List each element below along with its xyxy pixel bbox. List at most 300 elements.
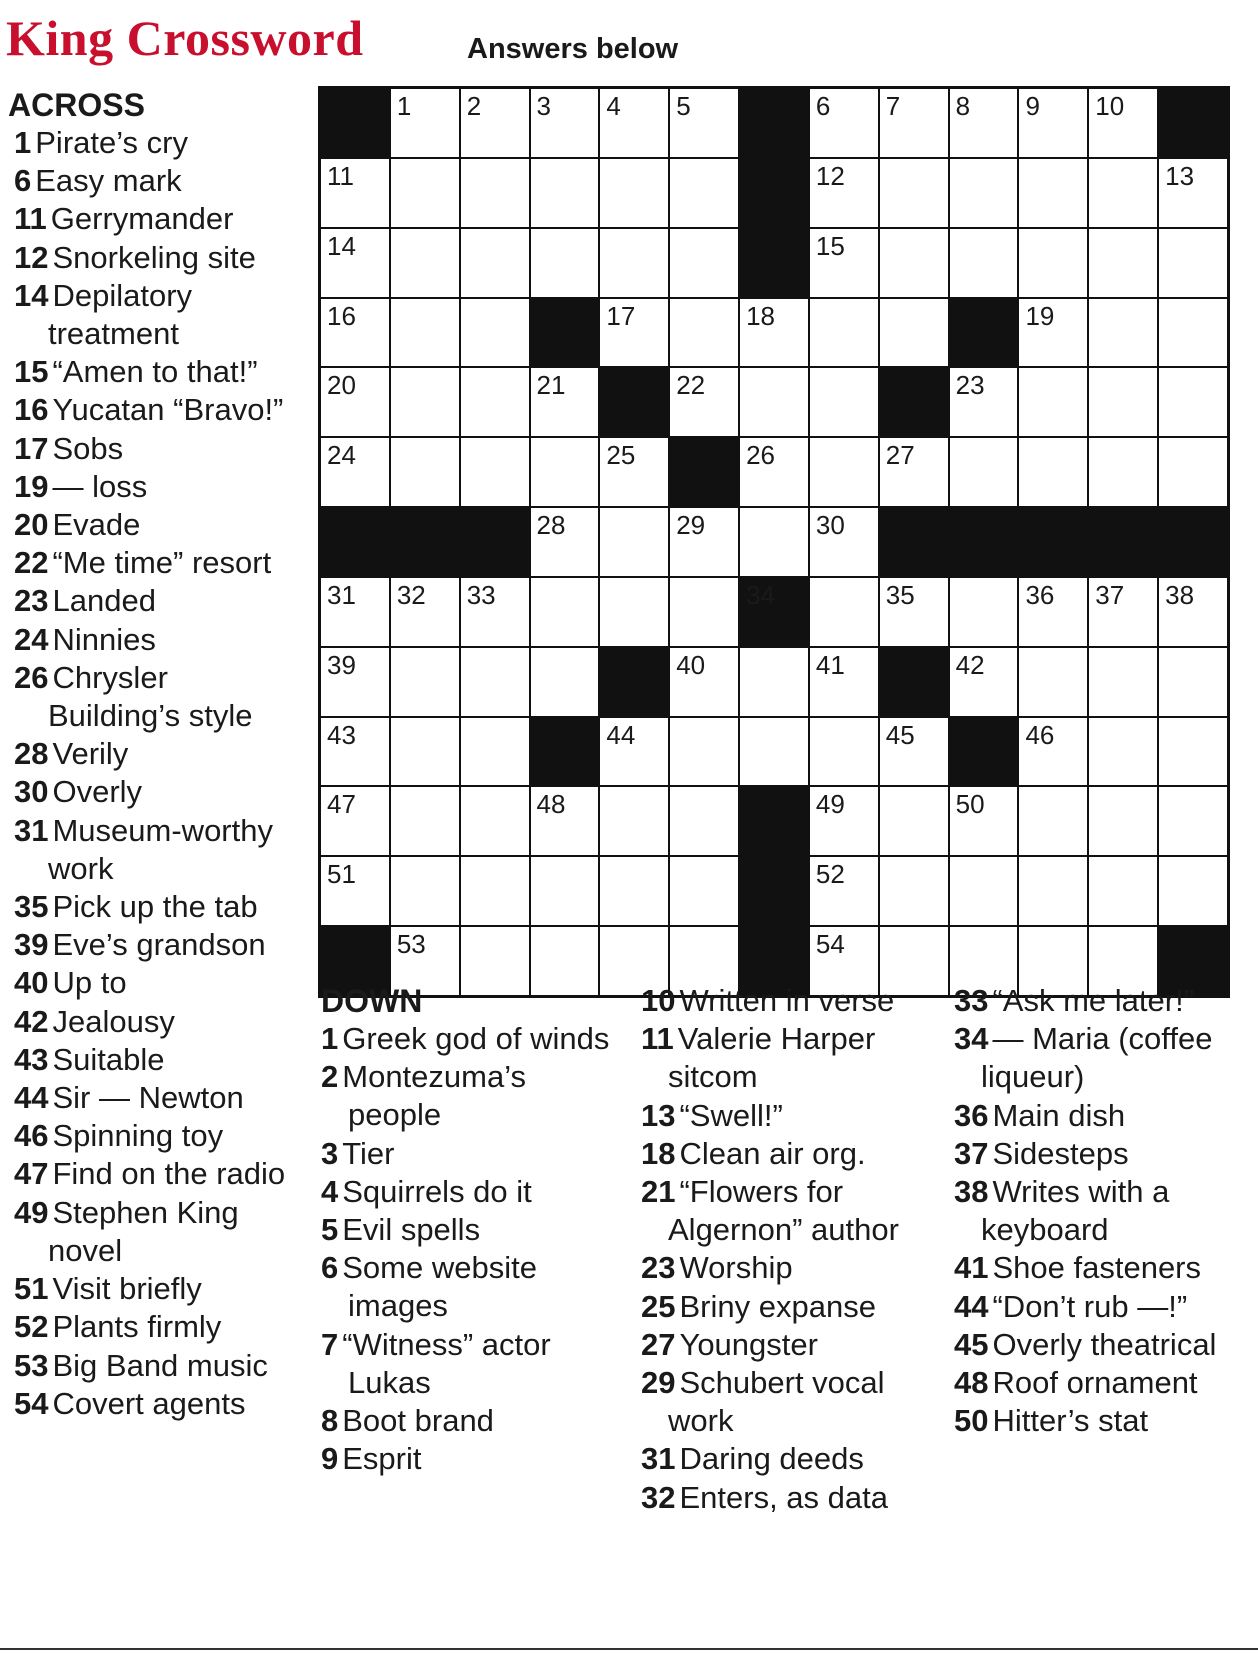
- clue-item: [14, 200, 298, 238]
- grid-cell[interactable]: [531, 648, 599, 716]
- clue-item: [641, 1097, 941, 1135]
- grid-cell[interactable]: [1159, 159, 1227, 227]
- black-square: [880, 648, 948, 716]
- grid-cell[interactable]: [1089, 368, 1157, 436]
- cell-number: 39: [327, 649, 356, 680]
- grid-cell[interactable]: [740, 648, 808, 716]
- clue-text: Jealousy: [52, 1003, 175, 1039]
- grid-cell[interactable]: [600, 299, 668, 367]
- clue-item: [641, 1135, 941, 1173]
- grid-cell[interactable]: [531, 857, 599, 925]
- grid-cell[interactable]: [880, 229, 948, 297]
- clue-number: 11: [14, 201, 47, 237]
- grid-cell[interactable]: [461, 857, 529, 925]
- grid-cell[interactable]: [810, 508, 878, 576]
- cell-number: 40: [676, 649, 706, 680]
- clue-item: [954, 1135, 1254, 1173]
- clue-item: [14, 1308, 298, 1346]
- grid-cell[interactable]: [950, 578, 1018, 646]
- clue-item: [641, 982, 941, 1020]
- clue-text: Tier: [342, 1135, 395, 1171]
- clue-item: [14, 1117, 298, 1155]
- grid-cell[interactable]: [880, 787, 948, 855]
- clue-text: “Ask me later!”: [992, 983, 1195, 1018]
- grid-cell[interactable]: [1019, 438, 1087, 506]
- cell-number: 53: [396, 929, 426, 960]
- black-square: [740, 787, 808, 855]
- grid-cell[interactable]: [810, 578, 878, 646]
- grid-cell[interactable]: [391, 299, 459, 367]
- grid-cell[interactable]: [391, 438, 459, 506]
- clue-number: 31: [641, 1441, 676, 1477]
- cell-number: 28: [536, 510, 566, 541]
- grid-cell[interactable]: [531, 578, 599, 646]
- grid-cell[interactable]: [880, 89, 948, 157]
- clue-text: Find on the radio: [52, 1156, 286, 1192]
- clue-item: [14, 964, 298, 1002]
- down-heading-wrap: [321, 982, 422, 1020]
- grid-cell[interactable]: [391, 159, 459, 227]
- grid-cell[interactable]: [321, 857, 389, 925]
- grid-cell[interactable]: [461, 159, 529, 227]
- grid-cell[interactable]: [810, 857, 878, 925]
- cell-number: 37: [1095, 579, 1125, 610]
- clue-number: 5: [321, 1212, 339, 1248]
- grid-cell[interactable]: [1159, 229, 1227, 297]
- grid-cell[interactable]: [1159, 648, 1227, 716]
- clue-text: Montezuma’s people: [342, 1059, 527, 1133]
- grid-cell[interactable]: [1089, 438, 1157, 506]
- clue-text: — Maria (coffee liqueur): [981, 1021, 1213, 1095]
- cell-number: 27: [885, 440, 915, 471]
- clue-number: 33: [954, 983, 989, 1018]
- cell-number: 41: [815, 649, 845, 680]
- cell-number: 52: [815, 859, 845, 890]
- grid-cell[interactable]: [461, 578, 529, 646]
- grid-cell[interactable]: [670, 648, 738, 716]
- grid-cell[interactable]: [670, 368, 738, 436]
- clue-item: [14, 1079, 298, 1117]
- grid-cell[interactable]: [1089, 648, 1157, 716]
- grid-cell[interactable]: [670, 718, 738, 786]
- grid-cell[interactable]: [740, 438, 808, 506]
- cell-number: 7: [885, 91, 901, 121]
- grid-cell[interactable]: [461, 368, 529, 436]
- clue-number: 24: [14, 621, 49, 657]
- grid-cell[interactable]: [880, 857, 948, 925]
- clue-text: Boot brand: [342, 1403, 494, 1439]
- grid-cell[interactable]: [1089, 229, 1157, 297]
- grid-cell[interactable]: [1019, 787, 1087, 855]
- clue-item: [954, 1364, 1254, 1402]
- clue-number: 41: [954, 1250, 989, 1286]
- cell-number: 15: [815, 230, 845, 261]
- clue-text: Daring deeds: [679, 1441, 864, 1477]
- black-square: [461, 508, 529, 576]
- clue-number: 18: [641, 1135, 676, 1171]
- grid-cell[interactable]: [321, 438, 389, 506]
- grid-cell[interactable]: [810, 299, 878, 367]
- grid-cell[interactable]: [1159, 299, 1227, 367]
- cell-number: 4: [606, 91, 621, 121]
- cell-number: 5: [676, 91, 691, 121]
- clue-text: Squirrels do it: [342, 1173, 532, 1209]
- grid-cell[interactable]: [880, 438, 948, 506]
- clue-number: 30: [14, 774, 49, 810]
- grid-cell[interactable]: [1019, 578, 1087, 646]
- grid-cell[interactable]: [1019, 229, 1087, 297]
- grid-cell[interactable]: [950, 89, 1018, 157]
- clue-item: [14, 1270, 298, 1308]
- clue-text: Briny expanse: [679, 1288, 876, 1324]
- clue-item: [14, 1347, 298, 1385]
- clue-number: 7: [321, 1326, 339, 1362]
- grid-cell[interactable]: [531, 787, 599, 855]
- clue-text: Spinning toy: [52, 1118, 224, 1154]
- cell-number: 26: [746, 440, 775, 471]
- clue-text: Worship: [679, 1250, 793, 1286]
- cell-number: 9: [1025, 91, 1040, 121]
- down-clues-column-3: [954, 982, 1254, 1440]
- grid-cell[interactable]: [670, 89, 738, 157]
- grid-cell[interactable]: [531, 927, 599, 995]
- clue-item: [641, 1288, 941, 1326]
- clue-text: Suitable: [52, 1041, 165, 1077]
- clue-text: Hitter’s stat: [992, 1403, 1149, 1439]
- grid-cell[interactable]: [1089, 578, 1157, 646]
- grid-cell[interactable]: [1019, 299, 1087, 367]
- grid-cell[interactable]: [1019, 718, 1087, 786]
- clue-number: 19: [14, 468, 49, 504]
- clue-item: [14, 468, 298, 506]
- grid-cell[interactable]: [600, 578, 668, 646]
- grid-cell[interactable]: [740, 368, 808, 436]
- grid-cell[interactable]: [391, 89, 459, 157]
- clue-text: “Witness” actor Lukas: [342, 1326, 551, 1400]
- grid-cell[interactable]: [1159, 368, 1227, 436]
- grid-cell[interactable]: [531, 159, 599, 227]
- clue-number: 44: [14, 1080, 49, 1116]
- grid-cell[interactable]: [1159, 718, 1227, 786]
- clue-text: Esprit: [342, 1441, 422, 1477]
- grid-cell[interactable]: [600, 718, 668, 786]
- grid-cell[interactable]: [810, 368, 878, 436]
- grid-cell[interactable]: [1019, 89, 1087, 157]
- grid-cell[interactable]: [461, 787, 529, 855]
- grid-cell[interactable]: [670, 159, 738, 227]
- clue-text: Easy mark: [35, 163, 182, 199]
- clue-item: [321, 1402, 621, 1440]
- grid-cell[interactable]: [810, 718, 878, 786]
- clue-item: [954, 1326, 1254, 1364]
- cell-number: 30: [815, 510, 845, 541]
- black-square: [1159, 508, 1227, 576]
- clue-number: 48: [954, 1365, 989, 1401]
- clue-item: [14, 773, 298, 811]
- clue-text: Youngster: [679, 1326, 818, 1362]
- grid-cell[interactable]: [461, 718, 529, 786]
- clue-text: Covert agents: [52, 1385, 246, 1421]
- clue-number: 6: [14, 163, 32, 199]
- clue-item: [14, 1003, 298, 1041]
- grid-cell[interactable]: [321, 299, 389, 367]
- cell-number: 54: [815, 929, 845, 960]
- clue-item: [14, 277, 298, 353]
- grid-cell[interactable]: [950, 648, 1018, 716]
- clue-item: [321, 1135, 621, 1173]
- cell-number: 47: [327, 789, 356, 820]
- grid-cell[interactable]: [461, 89, 529, 157]
- clue-item: [321, 1249, 621, 1325]
- clue-number: 13: [641, 1097, 676, 1133]
- clue-text: Roof ornament: [992, 1365, 1198, 1401]
- clue-text: Visit briefly: [52, 1271, 202, 1307]
- grid-cell[interactable]: [670, 299, 738, 367]
- clue-number: 40: [14, 965, 49, 1001]
- grid-cell[interactable]: [1019, 648, 1087, 716]
- cell-number: 48: [536, 789, 566, 820]
- cell-number: 34: [746, 579, 775, 610]
- grid-cell[interactable]: [950, 438, 1018, 506]
- grid-cell[interactable]: [321, 787, 389, 855]
- clue-text: Ninnies: [52, 621, 156, 657]
- clue-text: Verily: [52, 736, 129, 772]
- grid-cell[interactable]: [670, 508, 738, 576]
- clue-text: Writes with a keyboard: [981, 1174, 1170, 1248]
- grid-cell[interactable]: [1089, 718, 1157, 786]
- grid-cell[interactable]: [321, 578, 389, 646]
- grid-cell[interactable]: [1019, 857, 1087, 925]
- clue-item: [14, 430, 298, 468]
- grid-cell[interactable]: [391, 368, 459, 436]
- grid-cell[interactable]: [1089, 299, 1157, 367]
- grid-cell[interactable]: [461, 229, 529, 297]
- cell-number: 13: [1165, 160, 1195, 191]
- grid-cell[interactable]: [391, 578, 459, 646]
- grid-cell[interactable]: [321, 368, 389, 436]
- grid-cell[interactable]: [740, 508, 808, 576]
- clue-number: 39: [14, 927, 49, 963]
- clue-number: 42: [14, 1003, 49, 1039]
- grid-cell[interactable]: [1089, 787, 1157, 855]
- cell-number: 38: [1165, 579, 1195, 610]
- clue-text: Sidesteps: [992, 1135, 1129, 1171]
- clue-number: 9: [321, 1441, 339, 1477]
- grid-cell[interactable]: [670, 857, 738, 925]
- grid-cell[interactable]: [1019, 159, 1087, 227]
- cell-number: 45: [885, 719, 915, 750]
- cell-number: 11: [327, 160, 354, 191]
- grid-cell[interactable]: [600, 438, 668, 506]
- grid-cell[interactable]: [461, 299, 529, 367]
- clue-number: 6: [321, 1250, 339, 1286]
- grid-cell[interactable]: [531, 229, 599, 297]
- clue-item: [954, 1402, 1254, 1440]
- grid-cell[interactable]: [391, 787, 459, 855]
- cell-number: 36: [1025, 579, 1055, 610]
- cell-number: 32: [396, 579, 426, 610]
- clue-number: 54: [14, 1385, 49, 1421]
- down-clues-column-2: [641, 982, 941, 1517]
- clue-number: 49: [14, 1194, 49, 1230]
- grid-cell[interactable]: [670, 578, 738, 646]
- grid-cell[interactable]: [600, 508, 668, 576]
- cell-number: 2: [466, 91, 482, 121]
- grid-cell[interactable]: [321, 159, 389, 227]
- grid-cell[interactable]: [740, 718, 808, 786]
- grid-cell[interactable]: [670, 229, 738, 297]
- grid-cell[interactable]: [321, 229, 389, 297]
- grid-cell[interactable]: [1019, 368, 1087, 436]
- grid-cell[interactable]: [950, 229, 1018, 297]
- clue-number: 35: [14, 889, 49, 925]
- grid-cell[interactable]: [600, 787, 668, 855]
- puzzle-title: King Crossword: [6, 10, 364, 66]
- black-square: [1159, 89, 1227, 157]
- clue-number: 10: [641, 983, 676, 1018]
- grid-cell[interactable]: [880, 299, 948, 367]
- clue-text: Pirate’s cry: [35, 125, 188, 160]
- grid-cell[interactable]: [1159, 438, 1227, 506]
- grid-cell[interactable]: [391, 857, 459, 925]
- clue-text: Evade: [52, 507, 141, 543]
- cell-number: 3: [536, 91, 551, 121]
- clue-item: [14, 162, 298, 200]
- grid-cell[interactable]: [810, 787, 878, 855]
- grid-cell[interactable]: [810, 159, 878, 227]
- clue-text: Evil spells: [342, 1212, 481, 1248]
- clue-text: “Amen to that!”: [52, 354, 258, 390]
- crossword-grid: [318, 86, 1230, 998]
- black-square: [950, 508, 1018, 576]
- grid-cell[interactable]: [600, 159, 668, 227]
- grid-cell[interactable]: [810, 438, 878, 506]
- grid-cell[interactable]: [950, 787, 1018, 855]
- black-square: [1019, 508, 1087, 576]
- grid-cell[interactable]: [321, 648, 389, 716]
- clue-number: 16: [14, 392, 49, 428]
- grid-cell[interactable]: [950, 368, 1018, 436]
- grid-cell[interactable]: [600, 857, 668, 925]
- grid-cell[interactable]: [461, 927, 529, 995]
- grid-cell[interactable]: [950, 857, 1018, 925]
- bottom-rule: [0, 1648, 1258, 1650]
- clue-number: 27: [641, 1326, 676, 1362]
- grid-cell[interactable]: [670, 787, 738, 855]
- black-square: [950, 299, 1018, 367]
- grid-cell[interactable]: [880, 578, 948, 646]
- grid-cell[interactable]: [1159, 857, 1227, 925]
- cell-number: 1: [396, 91, 412, 121]
- clue-item: [14, 544, 298, 582]
- grid-cells: [321, 89, 1227, 995]
- clue-number: 44: [954, 1288, 989, 1324]
- clue-item: [14, 353, 298, 391]
- clue-text: Shoe fasteners: [992, 1250, 1202, 1286]
- grid-cell[interactable]: [461, 438, 529, 506]
- clue-item: [954, 1288, 1254, 1326]
- cell-number: 50: [955, 789, 985, 820]
- clue-text: Sir — Newton: [52, 1080, 244, 1116]
- grid-cell[interactable]: [810, 229, 878, 297]
- grid-cell[interactable]: [1089, 89, 1157, 157]
- grid-cell[interactable]: [321, 718, 389, 786]
- clue-text: Chrysler Building’s style: [48, 659, 253, 734]
- clue-item: [641, 1440, 941, 1478]
- grid-cell[interactable]: [600, 229, 668, 297]
- black-square: [740, 229, 808, 297]
- cell-number: 44: [606, 719, 636, 750]
- clue-number: 43: [14, 1041, 49, 1077]
- clue-text: Eve’s grandson: [52, 927, 266, 963]
- grid-cell[interactable]: [1089, 857, 1157, 925]
- clue-item: [641, 1326, 941, 1364]
- clue-number: 50: [954, 1403, 989, 1439]
- clue-number: 32: [641, 1479, 676, 1515]
- grid-cell[interactable]: [950, 159, 1018, 227]
- clue-number: 23: [641, 1250, 676, 1286]
- clue-number: 15: [14, 354, 49, 390]
- grid-cell[interactable]: [531, 508, 599, 576]
- clue-number: 14: [14, 277, 49, 313]
- grid-cell[interactable]: [600, 89, 668, 157]
- grid-cell[interactable]: [531, 89, 599, 157]
- grid-cell[interactable]: [880, 159, 948, 227]
- grid-cell[interactable]: [1159, 578, 1227, 646]
- grid-cell[interactable]: [1159, 787, 1227, 855]
- clue-number: 1: [14, 125, 32, 160]
- grid-cell[interactable]: [810, 89, 878, 157]
- clue-item: [321, 1326, 621, 1402]
- clue-text: Up to: [52, 965, 127, 1001]
- clue-text: Pick up the tab: [52, 889, 258, 925]
- clue-number: 17: [14, 430, 49, 466]
- cell-number: 31: [327, 579, 356, 610]
- grid-cell[interactable]: [391, 718, 459, 786]
- black-square: [1089, 508, 1157, 576]
- clue-text: — loss: [52, 468, 148, 504]
- clue-text: Sobs: [52, 430, 124, 466]
- grid-cell[interactable]: [1089, 159, 1157, 227]
- grid-cell[interactable]: [531, 438, 599, 506]
- cell-number: 12: [815, 160, 845, 191]
- grid-cell[interactable]: [391, 648, 459, 716]
- clue-text: Museum-worthy work: [48, 812, 273, 886]
- clue-number: 25: [641, 1288, 676, 1324]
- clue-item: [321, 1058, 621, 1134]
- grid-cell[interactable]: [391, 229, 459, 297]
- grid-cell[interactable]: [531, 368, 599, 436]
- clue-item: [14, 1194, 298, 1270]
- black-square: [600, 648, 668, 716]
- grid-cell[interactable]: [740, 299, 808, 367]
- clue-text: Some website images: [342, 1250, 537, 1324]
- clue-text: Clean air org.: [679, 1135, 866, 1171]
- grid-cell[interactable]: [810, 648, 878, 716]
- black-square: [670, 438, 738, 506]
- cell-number: 46: [1025, 719, 1055, 750]
- clue-text: Overly: [52, 774, 143, 810]
- clue-text: Schubert vocal work: [668, 1365, 885, 1439]
- clue-text: Greek god of winds: [342, 1021, 610, 1056]
- cell-number: 49: [815, 789, 845, 820]
- grid-cell[interactable]: [461, 648, 529, 716]
- cell-number: 43: [327, 719, 356, 750]
- clue-text: Enters, as data: [679, 1479, 888, 1515]
- clue-number: 53: [14, 1347, 49, 1383]
- grid-cell[interactable]: [880, 718, 948, 786]
- clue-item: [14, 659, 298, 735]
